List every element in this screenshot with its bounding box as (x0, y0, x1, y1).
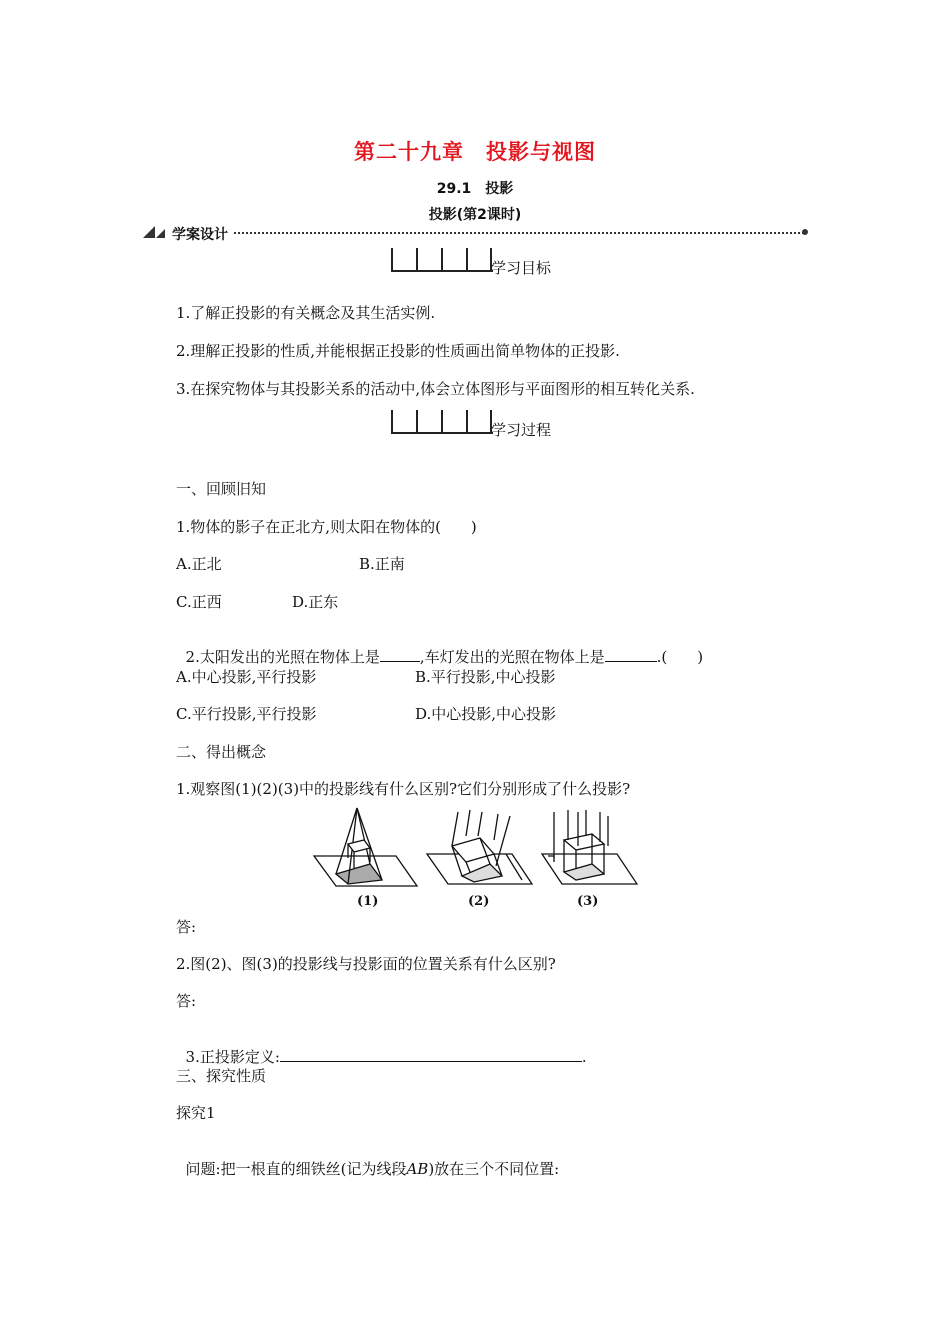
figure-caption: (2) (468, 894, 490, 909)
part3-title: 三、探究性质 (176, 1067, 267, 1085)
option-b: B.平行投影,中心投影 (415, 668, 556, 686)
banner-triangle-icon (156, 229, 165, 238)
banner-triangle-icon (143, 226, 155, 238)
problem-text-b: )放在三个不同位置: (428, 1160, 560, 1178)
option-a: A.中心投影,平行投影 (176, 668, 317, 686)
part2-question-1: 1.观察图(1)(2)(3)中的投影线有什么区别?它们分别形成了什么投影? (176, 780, 631, 798)
goals-heading: 学习目标 (491, 259, 552, 277)
option-d: D.正东 (292, 593, 339, 611)
lesson-title: 投影(第2课时) (428, 207, 522, 223)
q2-text-b: ,车灯发出的光照在物体上是 (419, 648, 605, 666)
part2-question-2: 2.图(2)、图(3)的投影线与投影面的位置关系有什么区别? (176, 955, 556, 973)
option-c: C.平行投影,平行投影 (176, 705, 317, 723)
part1-title: 一、回顾旧知 (176, 480, 267, 498)
process-heading: 学习过程 (491, 421, 552, 439)
goal-item: 1.了解正投影的有关概念及其生活实例. (176, 304, 436, 322)
figure-caption: (1) (357, 894, 379, 909)
answer-blank[interactable] (280, 1047, 582, 1062)
goals-heading-box (391, 248, 493, 272)
banner-divider (234, 232, 804, 234)
divider-end-dot (802, 229, 808, 235)
definition-end: . (581, 1048, 587, 1066)
explore-label: 探究1 (176, 1104, 216, 1122)
projection-figure (312, 806, 642, 914)
answer-label: 答: (176, 918, 197, 936)
answer-label: 答: (176, 992, 197, 1010)
option-c: C.正西 (176, 593, 222, 611)
problem-text-a: 问题:把一根直的细铁丝(记为线段 (185, 1160, 407, 1178)
option-a: A.正北 (176, 555, 222, 573)
section-title: 29.1 投影 (436, 181, 514, 197)
answer-blank[interactable] (605, 647, 657, 662)
problem-statement (176, 1140, 559, 1179)
q2-text-a: 2.太阳发出的光照在物体上是 (185, 648, 380, 666)
goal-item: 2.理解正投影的性质,并能根据正投影的性质画出简单物体的正投影. (176, 342, 620, 360)
answer-blank[interactable] (380, 647, 420, 662)
definition-label: 3.正投影定义: (185, 1048, 280, 1066)
goal-item: 3.在探究物体与其投影关系的活动中,体会立体图形与平面图形的相互转化关系. (176, 380, 695, 398)
part2-title: 二、得出概念 (176, 743, 267, 761)
process-heading-box (391, 410, 493, 434)
part2-question-3 (176, 1028, 587, 1067)
chapter-title: 第二十九章 投影与视图 (354, 140, 596, 164)
segment-label: AB (406, 1160, 429, 1178)
part1-question-2 (176, 628, 703, 667)
q2-text-c: .( ) (656, 648, 704, 666)
option-d: D.中心投影,中心投影 (415, 705, 557, 723)
part1-question-1: 1.物体的影子在正北方,则太阳在物体的( ) (176, 518, 477, 536)
banner-label: 学案设计 (172, 227, 228, 243)
figure-caption: (3) (577, 894, 599, 909)
option-b: B.正南 (359, 555, 405, 573)
